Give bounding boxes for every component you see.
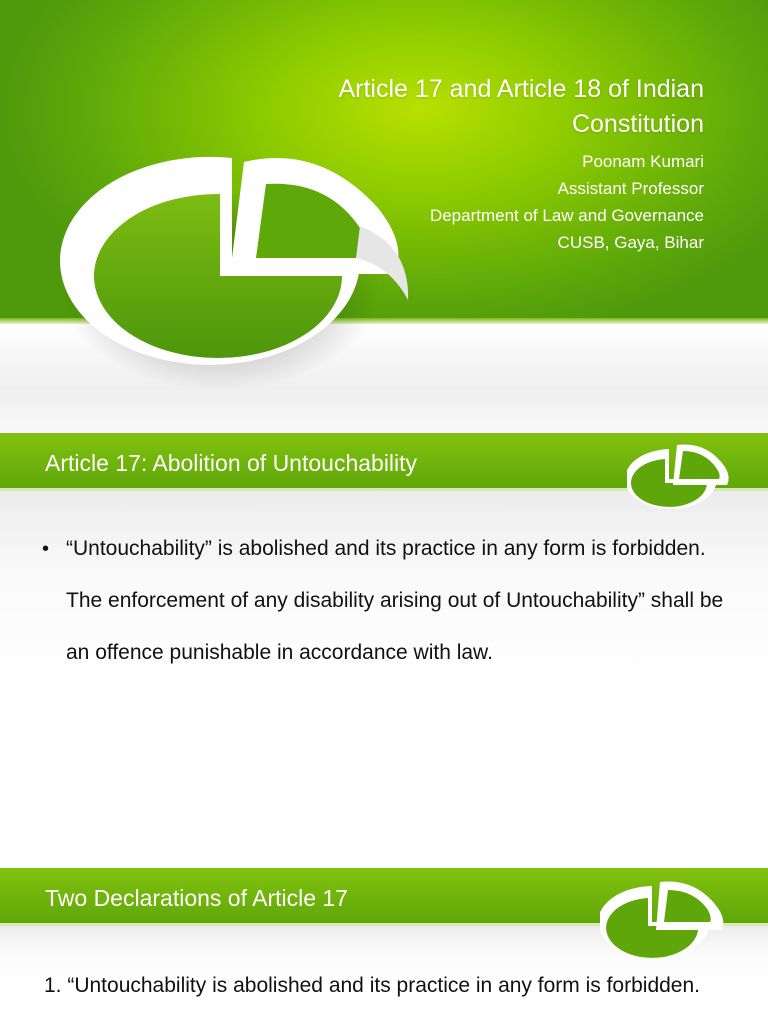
author-department: Department of Law and Governance [429,206,704,225]
author-name: Poonam Kumari [582,152,704,171]
slide-heading: Article 17: Abolition of Untouchability [45,450,418,476]
numbered-item: 1. “Untouchability is abolished and its practice in any form is forbidden. [44,974,701,997]
pie-chart-logo-icon [627,441,731,515]
declarations-slide [0,840,768,1024]
author-institution: CUSB, Gaya, Bihar [557,233,704,252]
pie-chart-logo-icon [600,878,728,962]
title-block [264,72,704,256]
slide-heading: Two Declarations of Article 17 [45,885,348,911]
presentation-title: Article 17 and Article 18 of Indian Constitution [338,75,704,138]
numbered-list [44,960,734,1012]
article17-slide [0,433,768,838]
title-slide [0,0,768,432]
bullet-list [40,523,730,679]
bullet-item: • “Untouchability” is abolished and its practice in any form is forbidden. The enforcement of any disability arising out of Untouchability” shall be an offence punishable in accordance with law. [40,523,730,679]
author-designation: Assistant Professor [557,179,704,198]
